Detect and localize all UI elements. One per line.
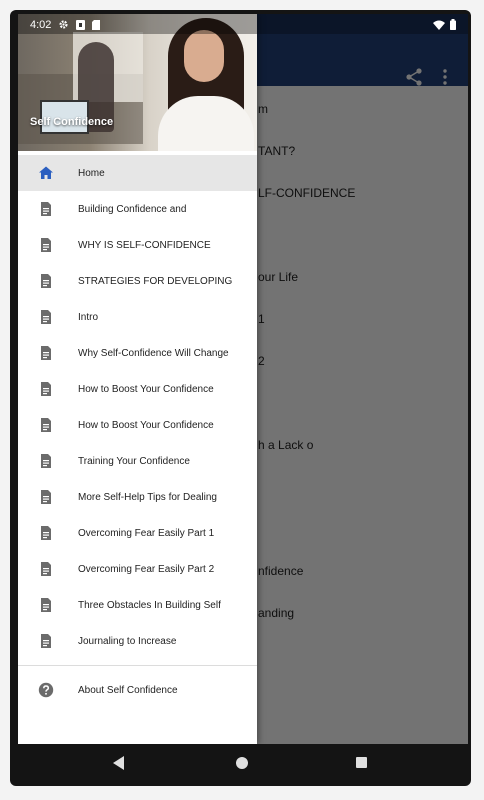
drawer-item-label: Journaling to Increase <box>78 635 177 647</box>
home-button-icon[interactable] <box>236 757 248 769</box>
navigation-drawer <box>18 14 257 744</box>
drawer-item-how-to-boost-1[interactable] <box>18 371 257 407</box>
drawer-item-label: Training Your Confidence <box>78 455 190 467</box>
drawer-item-overcoming-fear-2[interactable] <box>18 551 257 587</box>
document-icon <box>38 309 54 325</box>
drawer-item-label: How to Boost Your Confidence <box>78 383 214 395</box>
drawer-item-label: More Self-Help Tips for Dealing <box>78 491 217 503</box>
document-icon <box>38 633 54 649</box>
status-bar-left <box>30 17 100 32</box>
document-icon <box>38 525 54 541</box>
drawer-item-journaling[interactable] <box>18 623 257 659</box>
document-icon <box>38 345 54 361</box>
drawer-menu <box>18 155 257 708</box>
status-time: 4:02 <box>30 18 52 31</box>
drawer-item-training[interactable] <box>18 443 257 479</box>
back-icon[interactable] <box>113 756 125 770</box>
wifi-icon <box>433 20 445 30</box>
help-circle-icon <box>38 682 54 698</box>
drawer-item-label: Overcoming Fear Easily Part 1 <box>78 527 215 539</box>
document-icon <box>38 489 54 505</box>
drawer-item-label: Building Confidence and <box>78 203 187 215</box>
drawer-item-label: WHY IS SELF-CONFIDENCE <box>78 239 211 251</box>
document-icon <box>38 273 54 289</box>
document-icon <box>38 561 54 577</box>
drawer-item-overcoming-fear-1[interactable] <box>18 515 257 551</box>
drawer-item-label: About Self Confidence <box>78 684 178 696</box>
drawer-header-title: Self Confidence <box>30 116 114 128</box>
notification-a-icon <box>76 20 85 30</box>
document-icon <box>38 201 54 217</box>
drawer-item-label: Three Obstacles In Building Self <box>78 599 221 611</box>
drawer-item-label: How to Boost Your Confidence <box>78 419 214 431</box>
drawer-item-why-is-self-confidence[interactable] <box>18 227 257 263</box>
drawer-item-more-self-help-tips[interactable] <box>18 479 257 515</box>
drawer-header <box>18 14 257 151</box>
drawer-item-building-confidence[interactable] <box>18 191 257 227</box>
drawer-item-label: Intro <box>78 311 99 323</box>
settings-icon <box>58 19 69 30</box>
drawer-item-why-self-confidence-will-change[interactable] <box>18 335 257 371</box>
drawer-item-strategies[interactable] <box>18 263 257 299</box>
document-icon <box>38 381 54 397</box>
sd-card-icon <box>92 20 100 30</box>
battery-icon <box>450 19 456 30</box>
status-bar-right <box>433 17 456 32</box>
document-icon <box>38 417 54 433</box>
document-icon <box>38 597 54 613</box>
drawer-item-how-to-boost-2[interactable] <box>18 407 257 443</box>
drawer-item-label: Home <box>78 167 105 179</box>
header-image-woman-face <box>184 30 224 82</box>
drawer-item-home[interactable] <box>18 155 257 191</box>
drawer-item-about[interactable] <box>18 672 257 708</box>
drawer-divider <box>18 665 257 666</box>
drawer-item-three-obstacles[interactable] <box>18 587 257 623</box>
recent-apps-icon[interactable] <box>356 757 367 768</box>
drawer-item-label: Why Self-Confidence Will Change <box>78 347 229 359</box>
home-icon <box>38 165 54 181</box>
document-icon <box>38 453 54 469</box>
system-nav-bar <box>18 744 468 782</box>
drawer-item-intro[interactable] <box>18 299 257 335</box>
drawer-item-label: STRATEGIES FOR DEVELOPING <box>78 275 233 287</box>
app-screen <box>18 14 468 744</box>
drawer-item-label: Overcoming Fear Easily Part 2 <box>78 563 215 575</box>
document-icon <box>38 237 54 253</box>
